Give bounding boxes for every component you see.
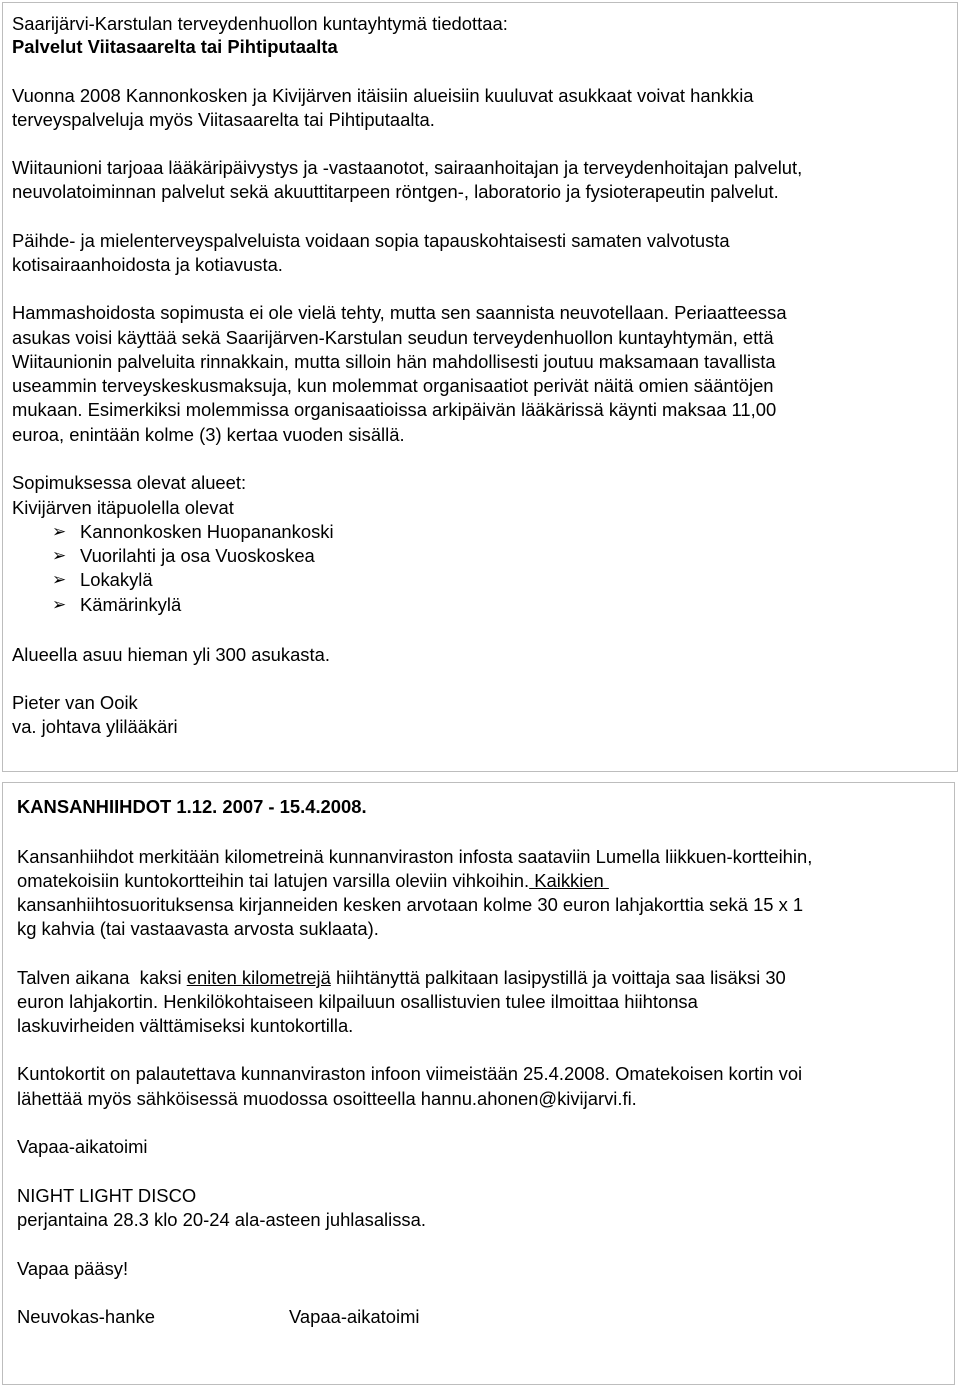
footer-organizer-left: Neuvokas-hanke xyxy=(17,1306,156,1327)
list-item: Vuorilahti ja osa Vuoskoskea xyxy=(80,545,315,566)
notice-header-title: Palvelut Viitasaarelta tai Pihtiputaalta xyxy=(12,36,338,57)
list-item: Kannonkosken Huopanankoski xyxy=(80,521,334,542)
event-time: perjantaina 28.3 klo 20-24 ala-asteen juhlasalissa. xyxy=(17,1209,426,1230)
paragraph-line: Hammashoidosta sopimusta ei ole vielä tehty, mutta sen saannista neuvotellaan. Periaatteessa xyxy=(12,302,787,323)
paragraph-text: omatekoisiin kuntokortteihin tai latujen varsilla oleviin vihkoihin. xyxy=(17,870,530,891)
paragraph-line xyxy=(17,966,786,990)
paragraph-line: Wiitaunioni tarjoaa lääkäripäivystys ja -vastaanotot, sairaanhoitajan ja terveydenhoitajan palvelut, xyxy=(12,157,803,178)
arrow-bullet-icon: ➢ xyxy=(52,522,67,541)
paragraph-line: neuvolatoiminnan palvelut sekä akuuttitarpeen röntgen-, laboratorio ja fysioterapeutin palvelut. xyxy=(12,181,779,202)
population-note: Alueella asuu hieman yli 300 asukasta. xyxy=(12,644,330,665)
footer-organizer-right: Vapaa-aikatoimi xyxy=(289,1306,420,1327)
paragraph-line: kg kahvia (tai vastaavasta arvosta suklaata). xyxy=(17,918,379,939)
paragraph-line: terveyspalveluja myös Viitasaarelta tai Pihtiputaalta. xyxy=(12,109,435,130)
arrow-bullet-icon: ➢ xyxy=(52,546,67,565)
paragraph-line: Vuonna 2008 Kannonkosken ja Kivijärven itäisiin alueisiin kuuluvat asukkaat voivat hankkia xyxy=(12,85,754,106)
paragraph-line: Wiitaunionin palveluita rinnakkain, mutta silloin hän mahdollisesti joutuu maksamaan tavallista xyxy=(12,351,776,372)
paragraph-line: Päihde- ja mielenterveyspalveluista voidaan sopia tapauskohtaisesti samaten valvotusta xyxy=(12,230,730,251)
event-name: NIGHT LIGHT DISCO xyxy=(17,1185,197,1206)
paragraph-line: useammin terveyskeskusmaksuja, kun molemmat organisaatiot perivät näitä omien sääntöjen xyxy=(12,375,774,396)
paragraph-line: lähettää myös sähköisessä muodossa osoitteella hannu.ahonen@kivijarvi.fi. xyxy=(17,1088,637,1109)
list-item: Lokakylä xyxy=(80,569,153,590)
arrow-bullet-icon: ➢ xyxy=(52,570,67,589)
notice-header-line1: Saarijärvi-Karstulan terveydenhuollon kuntayhtymä tiedottaa: xyxy=(12,13,508,34)
list-item: Kämärinkylä xyxy=(80,594,182,615)
paragraph-text: Talven aikana kaksi xyxy=(17,967,182,988)
paragraph-line: kotisairaanhoidosta ja kotiavusta. xyxy=(12,254,283,275)
paragraph-line: Kansanhiihdot merkitään kilometreinä kunnanviraston infosta saataviin Lumella liikkuen-kortteihin, xyxy=(17,846,813,867)
signer-title: va. johtava ylilääkäri xyxy=(12,716,178,737)
paragraph-line: laskuvirheiden välttämiseksi kuntokortilla. xyxy=(17,1015,354,1036)
paragraph-line: euron lahjakortin. Henkilökohtaiseen kilpailuun osallistuvien tulee ilmoittaa hiihtonsa xyxy=(17,991,698,1012)
paragraph-line: euroa, enintään kolme (3) kertaa vuoden sisällä. xyxy=(12,424,405,445)
underlined-text: Kaikkien xyxy=(529,870,609,891)
arrow-bullet-icon: ➢ xyxy=(52,595,67,614)
underlined-text: eniten kilometrejä xyxy=(186,967,331,988)
areas-subtitle: Kivijärven itäpuolella olevat xyxy=(12,497,234,518)
activities-heading: Vapaa-aikatoimi xyxy=(17,1136,148,1157)
signer-name: Pieter van Ooik xyxy=(12,692,138,713)
paragraph-line: mukaan. Esimerkiksi molemmissa organisaatioissa arkipäivän lääkärissä käynti maksaa 11,00 xyxy=(12,399,777,420)
paragraph-line: asukas voisi käyttää sekä Saarijärven-Karstulan seudun terveydenhuollon kuntayhtymän, että xyxy=(12,327,774,348)
paragraph-text: hiihtänyttä palkitaan lasipystillä ja voittaja saa lisäksi 30 xyxy=(335,967,786,988)
paragraph-line xyxy=(17,869,609,893)
paragraph-line: Kuntokortit on palautettava kunnanviraston infoon viimeistään 25.4.2008. Omatekoisen kortin voi xyxy=(17,1063,803,1084)
paragraph-line: kansanhiihtosuorituksensa kirjanneiden kesken arvotaan kolme 30 euron lahjakorttia sekä 15 x 1 xyxy=(17,894,804,915)
event-title: KANSANHIIHDOT 1.12. 2007 - 15.4.2008. xyxy=(17,796,367,817)
free-entry-note: Vapaa pääsy! xyxy=(17,1258,129,1279)
areas-title: Sopimuksessa olevat alueet: xyxy=(12,472,247,493)
